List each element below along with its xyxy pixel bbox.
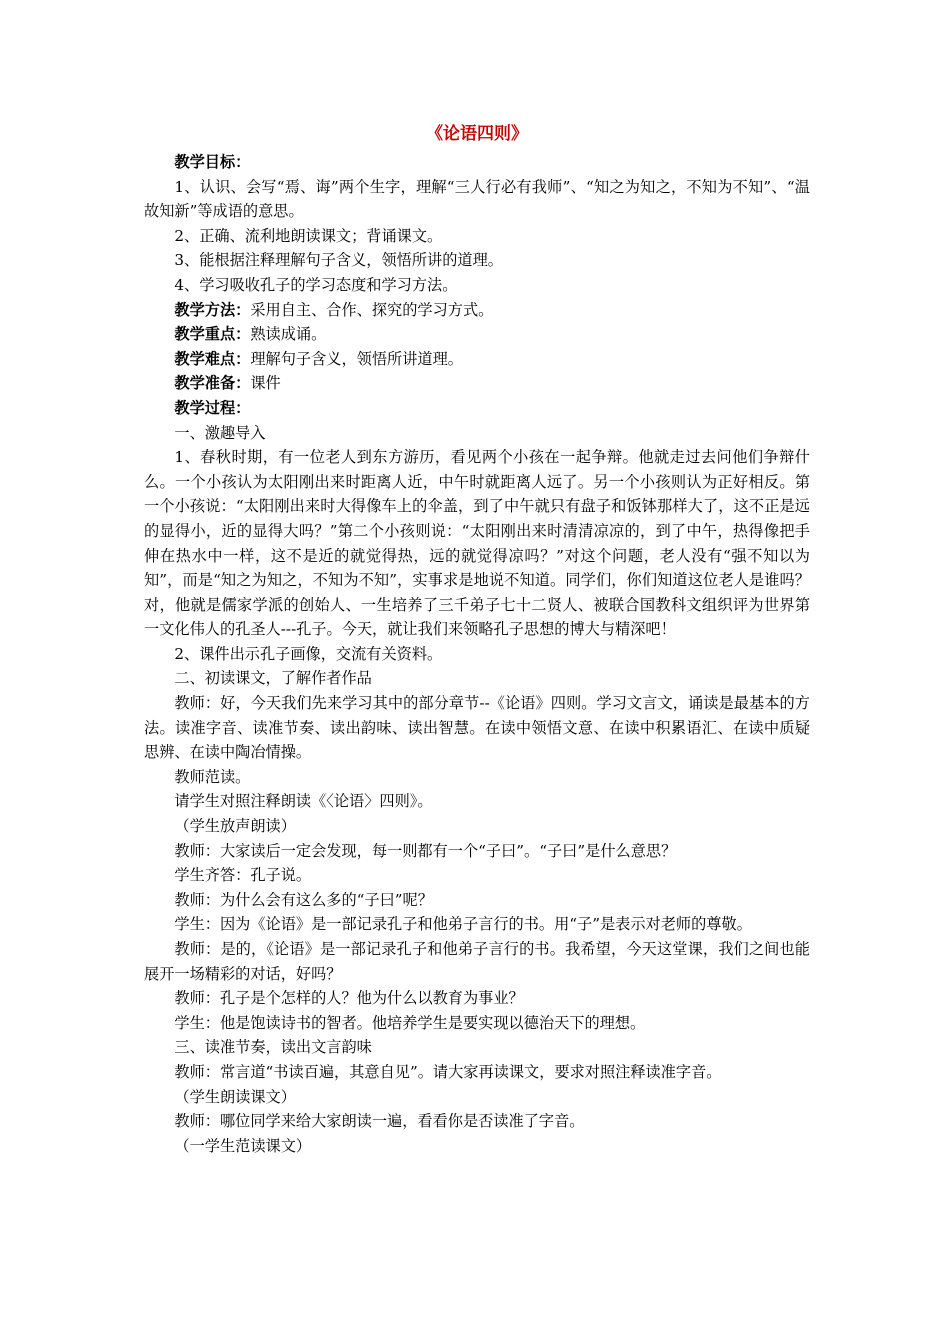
paragraph (144, 839, 810, 864)
paragraph (144, 986, 810, 1011)
paragraph (144, 937, 810, 986)
paragraph (144, 666, 810, 691)
section-label: 教学准备： (174, 374, 251, 393)
paragraph-text: 请学生对照注释朗读《〈论语〉四则》。 (174, 792, 433, 811)
paragraph (144, 1035, 810, 1060)
section-label: 教学重点： (174, 325, 251, 344)
paragraph (144, 298, 810, 323)
paragraph-text: 4、学习吸收孔子的学习态度和学习方法。 (174, 275, 458, 294)
paragraph (144, 888, 810, 913)
paragraph-text: （学生朗读课文） (174, 1087, 296, 1106)
paragraph (144, 1109, 810, 1134)
paragraph-text: 教师：孔子是个怎样的人？他为什么以教育为事业？ (174, 989, 524, 1008)
paragraph (144, 789, 810, 814)
paragraph-text: 1、认识、会写“焉、诲”两个生字，理解“三人行必有我师”、“知之为知之，不知为不知”、“温故知新”等成语的意思。 (144, 177, 810, 221)
section-label: 教学难点： (174, 349, 251, 368)
paragraph (144, 445, 810, 642)
paragraph (144, 396, 810, 421)
paragraph (144, 224, 810, 249)
paragraph (144, 765, 810, 790)
section-label: 教学过程： (174, 398, 251, 417)
paragraph (144, 248, 810, 273)
paragraph-text: 教师：大家读后一定会发现，每一则都有一个“子曰”。“子曰”是什么意思？ (174, 841, 677, 860)
paragraph-text: 3、能根据注释理解句子含义，领悟所讲的道理。 (174, 251, 503, 270)
paragraph-text: 教师：常言道“书读百遍，其意自见”。请大家再读课文，要求对照注释读准字音。 (174, 1062, 722, 1081)
paragraph-text: 教师范读。 (174, 767, 251, 786)
paragraph-text: 二、初读课文，了解作者作品 (174, 669, 372, 688)
paragraph (144, 421, 810, 446)
paragraph (144, 1085, 810, 1110)
section-label: 教学目标： (174, 153, 251, 171)
document-body (144, 150, 810, 1158)
paragraph-text: 教师：好，今天我们先来学习其中的部分章节--《论语》四则。学习文言文，诵读是最基本的方法。读准字音、读准节奏、读出韵味、读出智慧。在读中领悟文意、在读中积累语汇、在读中质疑思辨、在读中陶冶情操。 (144, 694, 810, 762)
paragraph (144, 1011, 810, 1036)
paragraph (144, 175, 810, 224)
paragraph (144, 1060, 810, 1085)
paragraph-text: 1、春秋时期，有一位老人到东方游历，看见两个小孩在一起争辩。他就走过去问他们争辩什么。一个小孩认为太阳刚出来时距离人近，中午时就距离人远了。另一个小孩则认为正好相反。第一个小孩说：“太阳刚出来时大得像车上的伞盖，到了中午就只有盘子和饭钵那样大了，这不正是远的显得小，近的显得大吗？”第二个小孩则说：“太阳刚出来时清清凉凉的，到了中午，热得像把手伸在热水中一样，这不是近的就觉得热，远的就觉得凉吗？”对这个问题，老人没有“强不知以为知”，而是“知之为知之，不知为不知”，实事求是地说不知道。同学们，你们知道这位老人是谁吗？对，他就是儒家学派的创始人、一生培养了三千弟子七十二贤人、被联合国教科文组织评为世界第一文化伟人的孔圣人---孔子。今天，就让我们来领略孔子思想的博大与精深吧！ (144, 448, 810, 639)
paragraph (144, 642, 810, 667)
paragraph-text: 教师：为什么会有这么多的“子曰”呢？ (174, 890, 433, 909)
paragraph (144, 863, 810, 888)
paragraph (144, 347, 810, 372)
paragraph (144, 814, 810, 839)
document-page (144, 120, 810, 1158)
section-label: 教学方法： (174, 300, 251, 319)
paragraph-text: 理解句子含义，领悟所讲道理。 (250, 349, 463, 368)
paragraph (144, 273, 810, 298)
paragraph (144, 322, 810, 347)
paragraph-text: 学生：他是饱读诗书的智者。他培养学生是要实现以德治天下的理想。 (174, 1013, 646, 1032)
paragraph-text: 教师：哪位同学来给大家朗读一遍，看看你是否读准了字音。 (174, 1112, 585, 1131)
paragraph (144, 912, 810, 937)
paragraph-text: 课件 (250, 374, 281, 393)
paragraph-text: （一学生范读课文） (174, 1136, 312, 1155)
paragraph-text: 熟读成诵。 (250, 325, 327, 344)
paragraph-text: 2、正确、流利地朗读课文；背诵课文。 (174, 226, 443, 245)
paragraph-text: 三、读准节奏，读出文言韵味 (174, 1038, 372, 1057)
paragraph-text: 2、课件出示孔子画像，交流有关资料。 (174, 644, 443, 663)
paragraph-text: 一、激趣导入 (174, 423, 266, 442)
paragraph (144, 150, 810, 175)
paragraph-text: 教师：是的，《论语》是一部记录孔子和他弟子言行的书。我希望，今天这堂课，我们之间也能展开一场精彩的对话，好吗？ (144, 940, 810, 983)
paragraph-text: 采用自主、合作、探究的学习方式。 (250, 300, 494, 319)
paragraph-text: （学生放声朗读） (174, 817, 296, 836)
paragraph-text: 学生齐答：孔子说。 (174, 866, 312, 885)
paragraph (144, 371, 810, 396)
paragraph-text: 学生：因为《论语》是一部记录孔子和他弟子言行的书。用“子”是表示对老师的尊敬。 (174, 915, 752, 934)
document-title: 《论语四则》 (426, 124, 528, 144)
paragraph (144, 1134, 810, 1159)
paragraph (144, 691, 810, 765)
